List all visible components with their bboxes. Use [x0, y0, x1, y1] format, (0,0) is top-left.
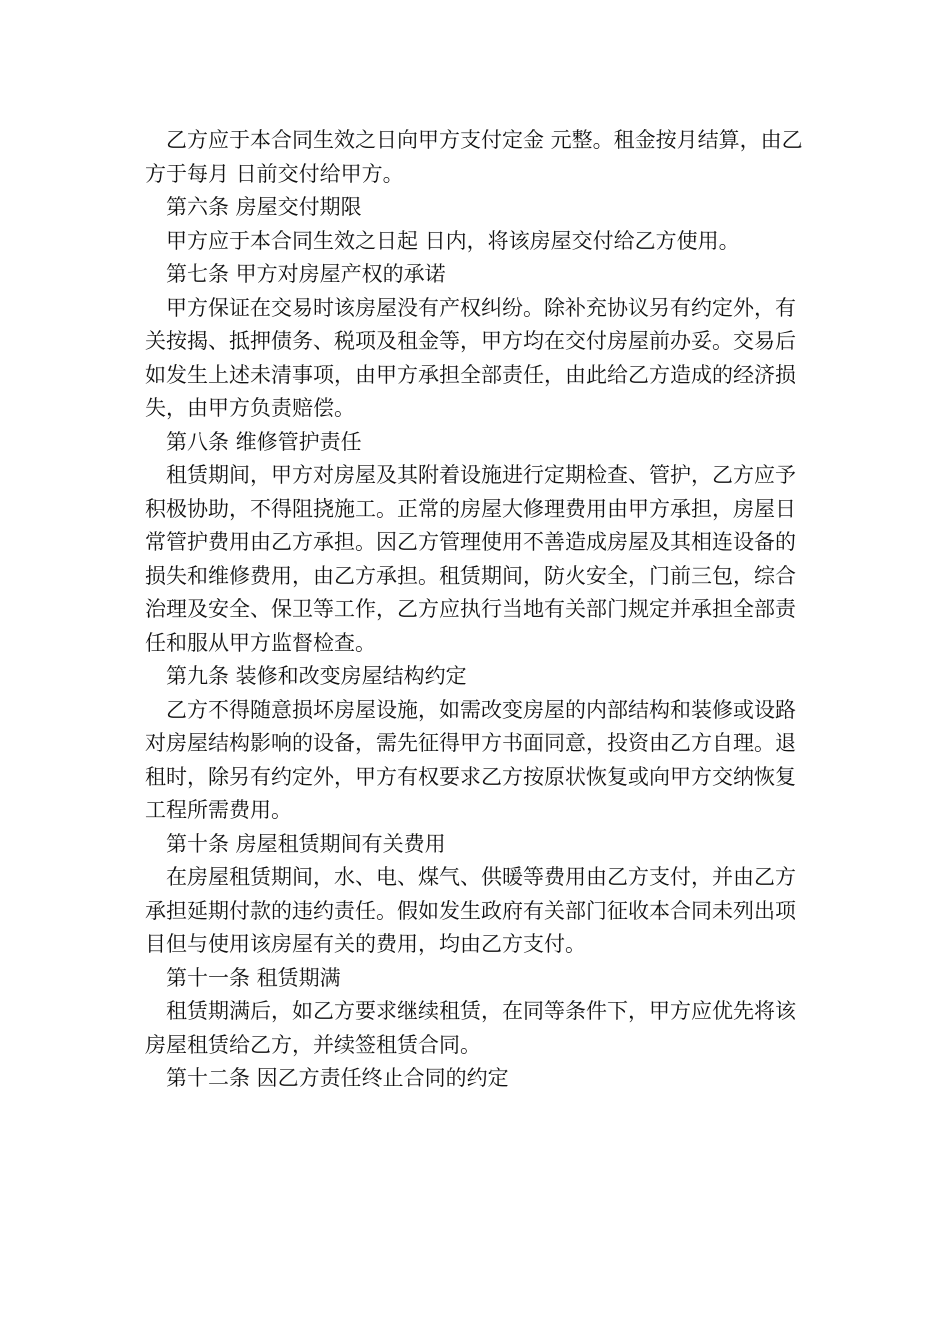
article-6-heading: 第六条 房屋交付期限: [166, 195, 362, 219]
paragraph-property-rights: 甲方保证在交易时该房屋没有产权纠纷。除补充协议另有约定外，有关按揭、抵押债务、税项及租金等，甲方均在交付房屋前办妥。交易后如发生上述未清事项，由甲方承担全部责任，由此给乙方造成的经济损失，由甲方负责赔偿。: [145, 295, 796, 420]
article-12-heading: 第十二条 因乙方责任终止合同的约定: [166, 1066, 509, 1090]
document-body: [145, 124, 815, 1096]
article-8-heading: 第八条 维修管护责任: [166, 429, 362, 454]
paragraph-lease-expiry: 租赁期满后，如乙方要求继续租赁，在同等条件下，甲方应优先将该房屋租赁给乙方，并续签租赁合同。: [145, 999, 796, 1057]
paragraph-delivery: 甲方应于本合同生效之日起 日内，将该房屋交付给乙方使用。: [166, 228, 740, 253]
article-11-heading: 第十一条 租赁期满: [166, 965, 341, 990]
paragraph-maintenance: 租赁期间，甲方对房屋及其附着设施进行定期检查、管护，乙方应予积极协助，不得阻挠施工。正常的房屋大修理费用由甲方承担，房屋日常管护费用由乙方承担。因乙方管理使用不善造成房屋及其相连设备的损失和维修费用，由乙方承担。租赁期间，防火安全，门前三包，综合治理及安全、保卫等工作，乙方应执行当地有关部门规定并承担全部责任和服从甲方监督检查。: [145, 463, 796, 655]
paragraph-renovation: 乙方不得随意损坏房屋设施，如需改变房屋的内部结构和装修或设路对房屋结构影响的设备，需先征得甲方书面同意，投资由乙方自理。退租时，除另有约定外，甲方有权要求乙方按原状恢复或向甲方交纳恢复工程所需费用。: [145, 697, 796, 822]
article-10-heading: 第十条 房屋租赁期间有关费用: [166, 831, 446, 856]
article-9-heading: 第九条 装修和改变房屋结构约定: [166, 664, 467, 688]
paragraph-expenses: 在房屋租赁期间，水、电、煤气、供暖等费用由乙方支付，并由乙方承担延期付款的违约责任。假如发生政府有关部门征收本合同未列出项目但与使用该房屋有关的费用，均由乙方支付。: [145, 865, 796, 956]
paragraph-deposit-rent: 乙方应于本合同生效之日向甲方支付定金 元整。租金按月结算，由乙方于每月 日前交付给甲方。: [145, 128, 803, 186]
article-7-heading: 第七条 甲方对房屋产权的承诺: [166, 262, 446, 286]
